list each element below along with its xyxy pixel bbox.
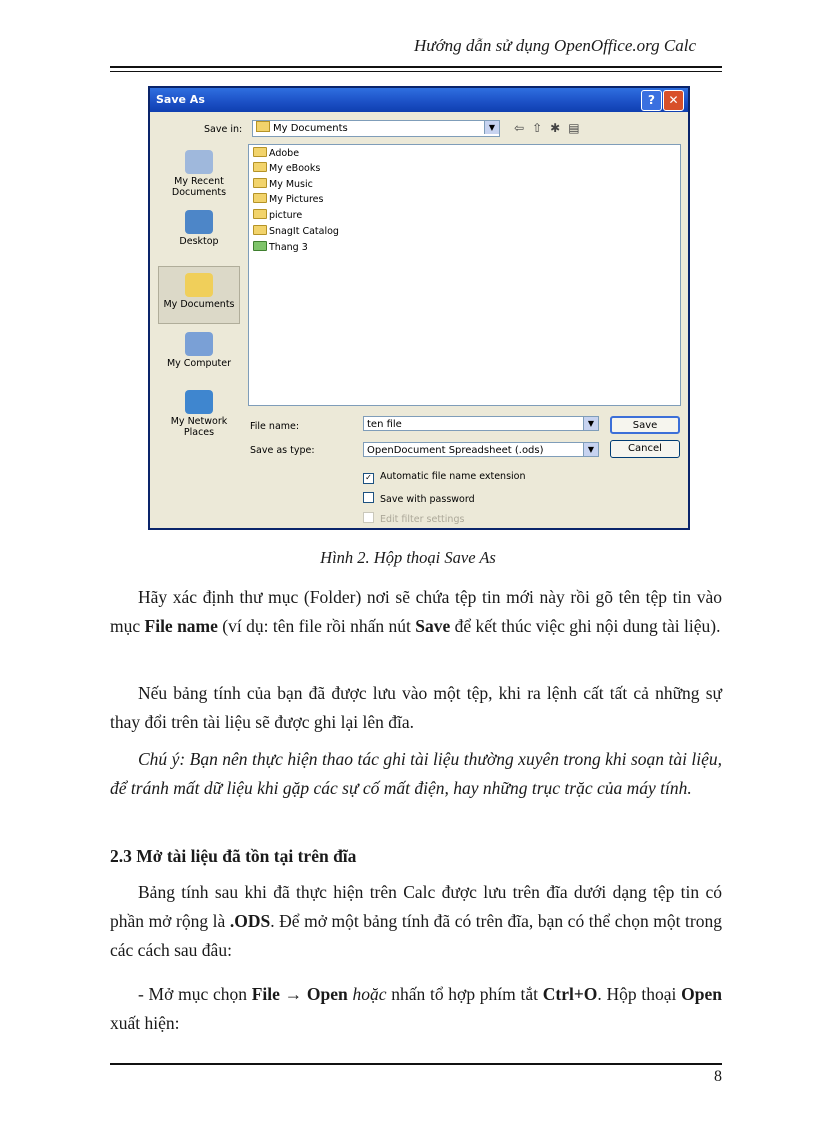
text: Nếu bảng tính của bạn đã được lưu vào một tệp, khi ra lệnh cất tất cả những sự thay đổi trên tài liệu sẽ được ghi lại lên đĩa. — [110, 683, 722, 732]
place-desktop[interactable] — [158, 210, 240, 247]
paragraph-1 — [110, 583, 722, 641]
save-in-dropdown[interactable] — [252, 120, 500, 137]
bold-term: File → Open — [251, 984, 348, 1004]
place-my-network-places[interactable] — [158, 390, 240, 438]
folder-icon — [253, 209, 267, 219]
bold-term: Open — [681, 984, 722, 1004]
running-header: Hướng dẫn sử dụng OpenOffice.org Calc — [414, 36, 696, 55]
folder-icon — [253, 147, 267, 157]
save-in-label: Save in: — [204, 124, 243, 135]
folder-icon — [256, 121, 270, 132]
desktop-icon — [185, 210, 213, 234]
file-label: My Pictures — [269, 194, 324, 205]
views-menu-icon[interactable]: ▤ — [568, 121, 588, 135]
new-folder-icon[interactable]: ✱ — [550, 121, 569, 135]
file-label: picture — [269, 210, 303, 221]
place-my-computer[interactable] — [158, 332, 240, 369]
dialog-toolbar — [514, 121, 588, 135]
footer-rule — [110, 1063, 722, 1065]
dialog-titlebar — [150, 88, 688, 112]
place-label: My Documents — [163, 299, 235, 310]
text: để kết thúc việc ghi nội dung tài liệu). — [450, 616, 721, 636]
text: nhấn tổ hợp phím tắt — [386, 984, 543, 1004]
page-number: 8 — [714, 1068, 722, 1085]
bold-term: Ctrl+O — [542, 984, 598, 1004]
save-type-dropdown[interactable] — [363, 442, 599, 457]
chevron-down-icon[interactable]: ▼ — [484, 121, 499, 134]
checkbox-checked-icon[interactable]: ✓ — [363, 473, 374, 484]
save-button[interactable]: Save — [610, 416, 680, 434]
folder-icon — [253, 162, 267, 172]
list-item[interactable] — [253, 241, 308, 255]
bold-term: File name — [144, 616, 218, 636]
figure-caption: Hình 2. Hộp thoại Save As — [320, 548, 496, 567]
place-label: My Recent Documents — [171, 176, 227, 198]
spreadsheet-file-icon — [253, 241, 267, 251]
close-icon[interactable]: ✕ — [663, 90, 684, 111]
file-name-input[interactable] — [363, 416, 599, 431]
file-name-value: ten file — [367, 419, 402, 430]
checkbox-label: Automatic file name extension — [380, 471, 526, 482]
paragraph-5 — [110, 980, 722, 1038]
chevron-down-icon[interactable]: ▼ — [583, 417, 598, 430]
bold-term: Save — [415, 616, 451, 636]
checkbox-icon[interactable] — [363, 492, 374, 503]
text: Bảng tính sau khi đã thực hiện trên Calc được lưu trên đĩa dưới dạng tệp tin có phần mở rộng là — [110, 882, 722, 931]
list-item[interactable] — [253, 162, 320, 176]
chevron-down-icon[interactable]: ▼ — [583, 443, 598, 456]
pictures-folder-icon — [253, 193, 267, 203]
places-bar — [158, 146, 240, 524]
music-folder-icon — [253, 178, 267, 188]
dialog-title: Save As — [156, 93, 205, 106]
file-name-label: File name: — [250, 421, 300, 432]
text: Hãy xác định thư mục (Folder) nơi sẽ chứa tệp tin mới này rồi gõ tên tệp tin vào mục — [110, 587, 722, 636]
back-icon[interactable]: ⇦ — [514, 121, 533, 135]
file-label: SnagIt Catalog — [269, 226, 339, 237]
text: . Hộp thoại — [597, 984, 682, 1004]
network-places-icon — [185, 390, 213, 414]
place-label: My Computer — [166, 358, 232, 369]
checkbox-label: Save with password — [380, 494, 475, 505]
save-as-dialog-screenshot — [148, 86, 690, 530]
place-my-documents[interactable] — [158, 266, 240, 324]
recent-documents-icon — [185, 150, 213, 174]
note-paragraph — [110, 745, 722, 803]
cancel-button[interactable]: Cancel — [610, 440, 680, 458]
file-label: My Music — [269, 179, 313, 190]
list-item[interactable] — [253, 209, 302, 223]
text: . Để mở một bảng tính đã có trên đĩa, bạn có thể chọn một trong các cách sau đâu: — [110, 911, 722, 960]
my-computer-icon — [185, 332, 213, 356]
list-item[interactable] — [253, 193, 323, 207]
my-documents-icon — [185, 273, 213, 297]
text: (ví dụ: tên file rồi nhấn nút — [217, 616, 416, 636]
bold-term: .ODS — [229, 911, 271, 931]
save-type-label: Save as type: — [250, 445, 315, 456]
place-label: Desktop — [179, 236, 219, 247]
list-item[interactable] — [253, 178, 313, 192]
save-type-value: OpenDocument Spreadsheet (.ods) — [367, 445, 544, 456]
file-label: My eBooks — [269, 163, 321, 174]
text: xuất hiện: — [110, 1013, 180, 1033]
text: - Mở mục chọn — [138, 984, 252, 1004]
paragraph-4 — [110, 878, 722, 965]
folder-icon — [253, 225, 267, 235]
paragraph-2 — [110, 679, 722, 737]
list-item[interactable] — [253, 147, 299, 161]
text: Chú ý: Bạn nên thực hiện thao tác ghi tài liệu thường xuyên trong khi soạn tài liệu, để tránh mất dữ liệu khi gặp các sự cố mất điện, hay những trục trặc của máy tính. — [110, 749, 722, 798]
file-label: Thang 3 — [269, 242, 308, 253]
place-my-recent-documents[interactable] — [158, 150, 240, 198]
auto-extension-checkbox[interactable] — [363, 471, 526, 484]
file-list[interactable] — [248, 144, 681, 406]
place-label: My Network Places — [170, 416, 228, 438]
checkbox-icon — [363, 512, 374, 523]
list-item[interactable] — [253, 225, 339, 239]
file-label: Adobe — [269, 148, 300, 159]
header-rule-thin — [110, 71, 722, 72]
help-icon[interactable]: ? — [641, 90, 662, 111]
up-folder-icon[interactable]: ⇧ — [532, 121, 551, 135]
edit-filter-settings-checkbox — [363, 512, 464, 525]
header-rule — [110, 66, 722, 68]
italic-term: hoặc — [352, 984, 387, 1004]
checkbox-label: Edit filter settings — [380, 514, 465, 525]
save-with-password-checkbox[interactable] — [363, 492, 475, 505]
section-heading: 2.3 Mở tài liệu đã tồn tại trên đĩa — [110, 846, 357, 866]
save-in-value: My Documents — [273, 123, 348, 134]
